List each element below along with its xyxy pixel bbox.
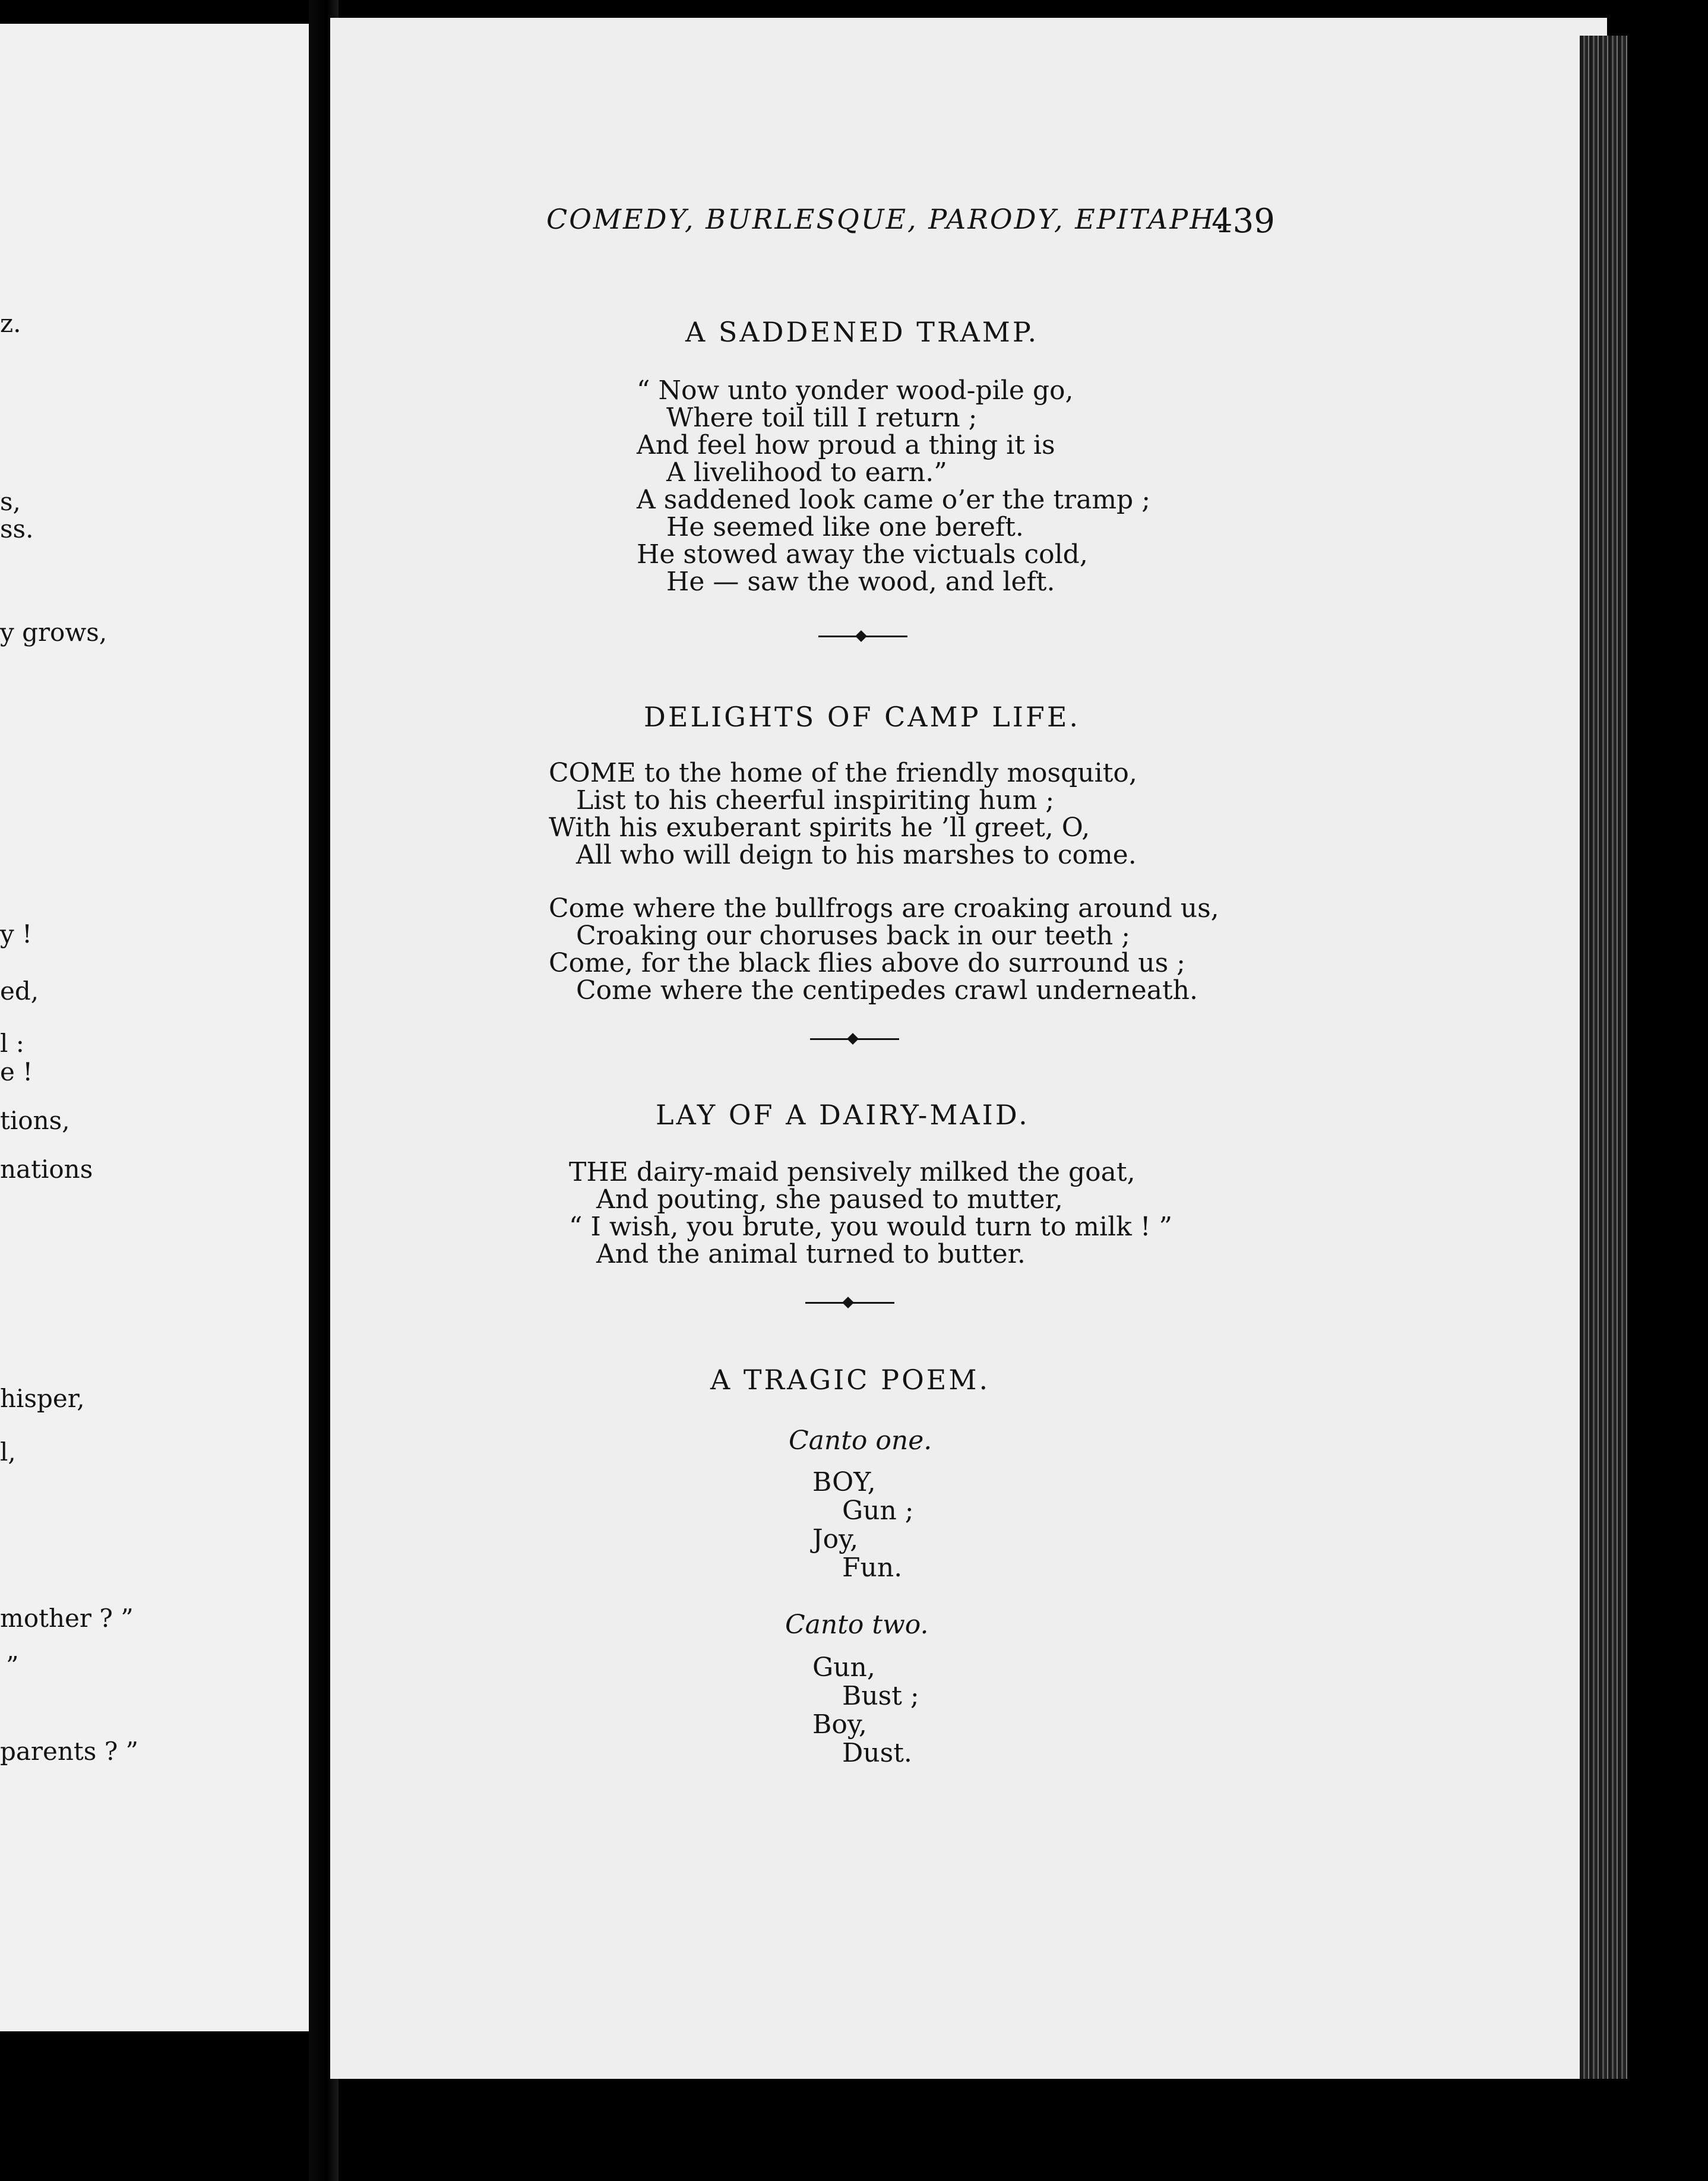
left-page-fragment: ” — [6, 1651, 19, 1680]
poem-title: DELIGHTS OF CAMP LIFE. — [644, 701, 1081, 733]
left-page-fragment: e ! — [0, 1057, 33, 1086]
left-page-fragment: hisper, — [0, 1384, 85, 1413]
section-divider-ornament — [810, 1035, 899, 1043]
left-page-fragment: nations — [0, 1155, 93, 1184]
poem-title: LAY OF A DAIRY-MAID. — [656, 1099, 1030, 1131]
page-stack-edge — [1580, 36, 1627, 2079]
left-page-fragment: l : — [0, 1029, 24, 1058]
left-page-fragment: mother ? ” — [0, 1604, 134, 1633]
poem-line: He stowed away the victuals cold, — [637, 539, 1088, 570]
left-page-fragment: ss. — [0, 514, 34, 543]
page-number: 439 — [1212, 202, 1275, 241]
left-page-fragment: tions, — [0, 1106, 70, 1135]
left-page-fragment: l, — [0, 1437, 16, 1466]
poem-line: Bust ; — [842, 1681, 919, 1711]
left-page-fragment: ed, — [0, 976, 39, 1006]
poem-line: All who will deign to his marshes to come. — [576, 840, 1137, 870]
book-page — [330, 18, 1607, 2079]
poem-line: Come where the bullfrogs are croaking around us, — [549, 893, 1219, 924]
poem-line: He — saw the wood, and left. — [666, 567, 1055, 597]
scan-border — [1627, 0, 1708, 2181]
poem-line: “ Now unto yonder wood-pile go, — [637, 375, 1074, 406]
poem-line: Boy, — [812, 1709, 867, 1740]
left-page-fragment: s, — [0, 487, 21, 516]
poem-title: A TRAGIC POEM. — [710, 1364, 991, 1396]
poem-line: With his exuberant spirits he ’ll greet, O, — [549, 813, 1090, 843]
left-page-fragment: z. — [0, 309, 21, 338]
poem-line: Dust. — [842, 1738, 912, 1768]
poem-line: And feel how proud a thing it is — [637, 430, 1055, 460]
poem-line: A saddened look came o’er the tramp ; — [637, 485, 1151, 515]
poem-line: And the animal turned to butter. — [596, 1239, 1026, 1269]
running-head: COMEDY, BURLESQUE, PARODY, EPITAPH. — [546, 203, 1226, 235]
left-facing-page — [0, 24, 309, 2031]
poem-line: Come where the centipedes crawl underneath. — [576, 975, 1198, 1006]
canto-heading: Canto two. — [785, 1610, 929, 1640]
section-divider-ornament — [805, 1298, 894, 1307]
left-page-fragment: parents ? ” — [0, 1737, 139, 1766]
poem-line: Come, for the black flies above do surround us ; — [549, 948, 1185, 978]
poem-line: Gun, — [812, 1652, 875, 1683]
left-page-fragment: y ! — [0, 919, 32, 949]
poem-line: Joy, — [812, 1524, 859, 1554]
poem-line: BOY, — [812, 1467, 876, 1497]
canto-heading: Canto one. — [789, 1425, 932, 1456]
left-page-fragment: y grows, — [0, 618, 107, 647]
poem-line: A livelihood to earn.” — [666, 457, 947, 488]
poem-line: He seemed like one bereft. — [666, 512, 1024, 542]
poem-line: “ I wish, you brute, you would turn to milk ! ” — [569, 1212, 1172, 1242]
poem-line: COME to the home of the friendly mosquito, — [549, 758, 1137, 788]
poem-line: Gun ; — [842, 1496, 914, 1526]
poem-line: List to his cheerful inspiriting hum ; — [576, 785, 1055, 815]
poem-line: Fun. — [842, 1553, 903, 1583]
poem-line: And pouting, she paused to mutter, — [596, 1184, 1063, 1215]
poem-title: A SADDENED TRAMP. — [685, 316, 1039, 348]
poem-line: THE dairy-maid pensively milked the goat, — [569, 1157, 1135, 1187]
section-divider-ornament — [818, 632, 907, 640]
poem-line: Croaking our choruses back in our teeth ; — [576, 921, 1131, 951]
poem-line: Where toil till I return ; — [666, 403, 978, 433]
